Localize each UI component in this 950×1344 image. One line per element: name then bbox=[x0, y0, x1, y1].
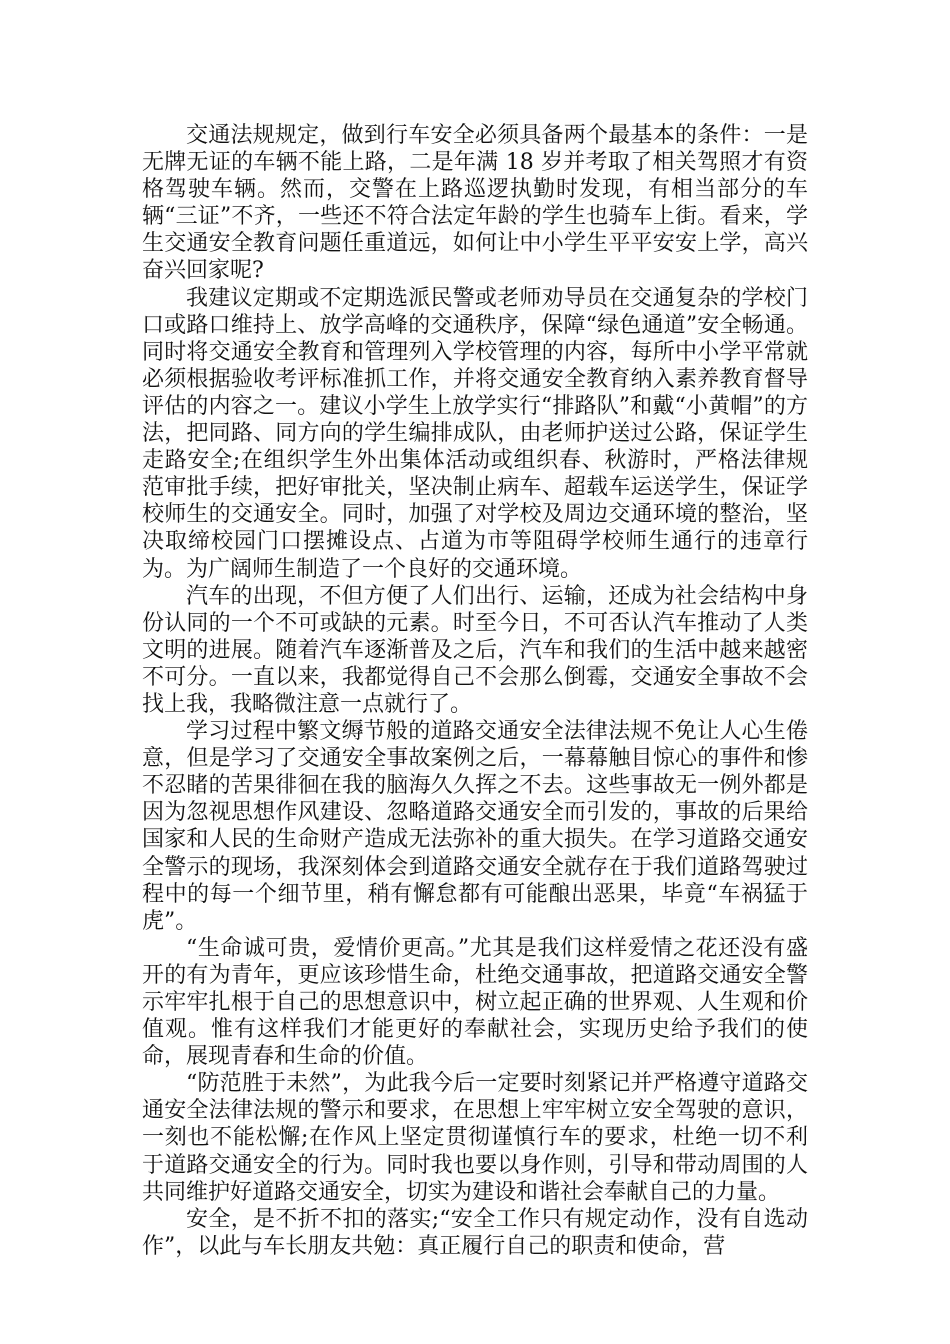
paragraph-2: 我建议定期或不定期选派民警或老师劝导员在交通复杂的学校门口或路口维持上、放学高峰的交通秩序，保障“绿色通道”安全畅通。同时将交通安全教育和管理列入学校管理的内容，每所中小学平常就必须根据验收考评标准抓工作，并将交通安全教育纳入素养教育督导评估的内容之一。建议小学生上放学实行“排路队”和戴“小黄帽”的方法，把同路、同方向的学生编排成队，由老师护送过公路，保证学生走路安全;在组织学生外出集体活动或组织春、秋游时，严格法律规范审批手续，把好审批关，坚决制止病车、超载车运送学生，保证学校师生的交通安全。同时，加强了对学校及周边交通环境的整治，坚决取缔校园门口摆摊设点、占道为市等阻碍学校师生通行的违章行为。为广阔师生制造了一个良好的交通环境。 bbox=[142, 285, 808, 582]
paragraph-6: “防范胜于未然”，为此我今后一定要时刻紧记并严格遵守道路交通安全法律法规的警示和要求，在思想上牢牢树立安全驾驶的意识，一刻也不能松懈;在作风上坚定贯彻谨慎行车的要求，杜绝一切不利于道路交通安全的行为。同时我也要以身作则，引导和带动周围的人共同维护好道路交通安全，切实为建设和谐社会奉献自己的力量。 bbox=[142, 1071, 808, 1205]
paragraph-4: 学习过程中繁文缛节般的道路交通安全法律法规不免让人心生倦意，但是学习了交通安全事故案例之后，一幕幕触目惊心的事件和惨不忍睹的苦果徘徊在我的脑海久久挥之不去。这些事故无一例外都是因为忽视思想作风建设、忽略道路交通安全而引发的，事故的后果给国家和人民的生命财产造成无法弥补的重大损失。在学习道路交通安全警示的现场，我深刻体会到道路交通安全就存在于我们道路驾驶过程中的每一个细节里，稍有懈怠都有可能酿出恶果，毕竟“车祸猛于虎”。 bbox=[142, 719, 808, 934]
paragraph-3: 汽车的出现，不但方便了人们出行、运输，还成为社会结构中身份认同的一个不可或缺的元素。时至今日，不可否认汽车推动了人类文明的进展。随着汽车逐渐普及之后，汽车和我们的生活中越来越密不可分。一直以来，我都觉得自己不会那么倒霉，交通安全事故不会找上我，我略微注意一点就行了。 bbox=[142, 583, 808, 717]
paragraph-7: 安全，是不折不扣的落实;“安全工作只有规定动作，没有自选动作”，以此与车长朋友共勉：真正履行自己的职责和使命，营 bbox=[142, 1206, 808, 1259]
paragraph-5: “生命诚可贵，爱情价更高。”尤其是我们这样爱情之花还没有盛开的有为青年，更应该珍惜生命，杜绝交通事故，把道路交通安全警示牢牢扎根于自己的思想意识中，树立起正确的世界观、人生观和价值观。惟有这样我们才能更好的奉献社会，实现历史给予我们的使命，展现青春和生命的价值。 bbox=[142, 935, 808, 1070]
document-body bbox=[142, 122, 808, 1260]
paragraph-1: 交通法规规定，做到行车安全必须具备两个最基本的条件：一是无牌无证的车辆不能上路，二是年满 18 岁并考取了相关驾照才有资格驾驶车辆。然而，交警在上路巡逻执勤时发现，有相当部分的车辆“三证”不齐，一些还不符合法定年龄的学生也骑车上街。看来，学生交通安全教育问题任重道远，如何让中小学生平平安安上学，高兴奋兴回家呢? bbox=[142, 123, 808, 284]
